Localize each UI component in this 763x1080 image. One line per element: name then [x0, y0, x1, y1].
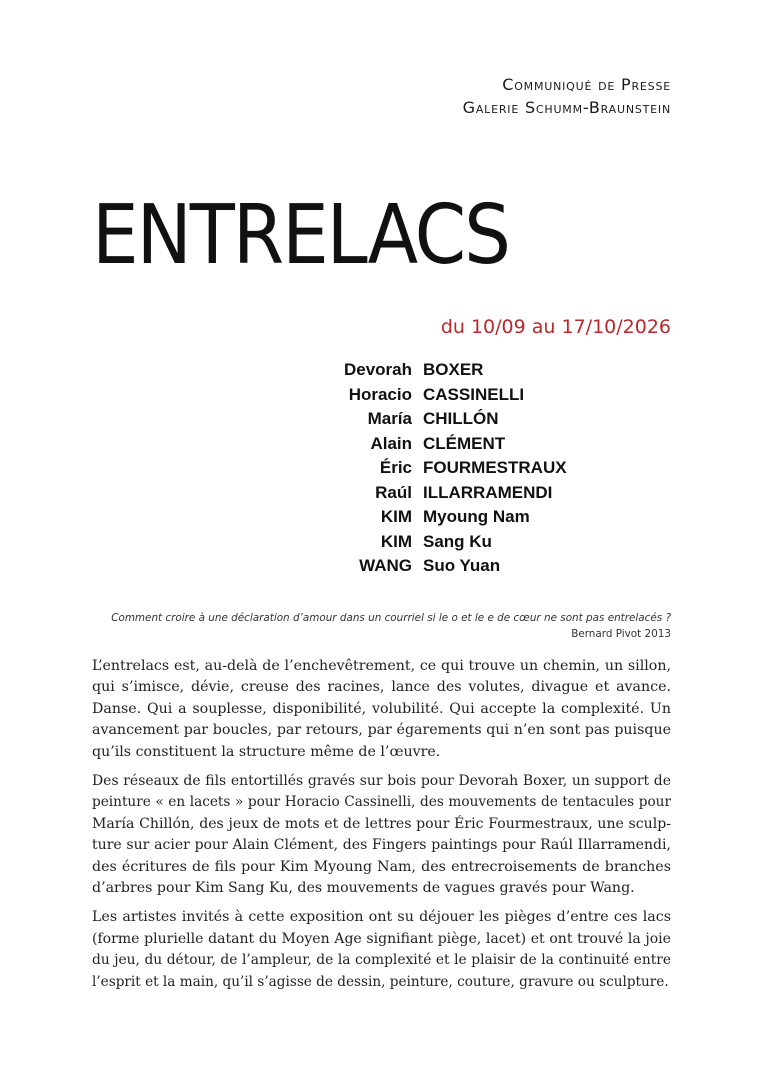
text-line: ture sur acier pour Alain Clément, des Fingers paintings pour Raúl Illarramendi,: [92, 837, 671, 854]
artist-last-name: Sang Ku: [423, 531, 492, 551]
text-line: peinture « en lacets » pour Horacio Cassinelli, des mouvements de tentacules pour: [92, 794, 671, 811]
text-line: L’entrelacs est, au-delà de l’enchevêtrement, ce qui trouve un chemin, un sillon,: [92, 658, 671, 674]
artist-last-name: FOURMESTRAUX: [423, 458, 567, 477]
artist-first-name: Raúl: [375, 482, 412, 502]
artist-row: [300, 432, 620, 457]
artist-last-name: CASSINELLI: [423, 384, 525, 404]
press-release-header: [463, 73, 671, 119]
artist-first-name: Devorah: [343, 360, 412, 379]
artist-first-name: KIM: [380, 531, 412, 551]
artist-last-name: CLÉMENT: [423, 433, 506, 453]
artist-last-name: Suo Yuan: [423, 556, 501, 575]
artist-first-name: Horacio: [348, 384, 412, 404]
text-line: María Chillón, des jeux de mots et de lettres pour Éric Fourmestraux, une sculp-: [92, 815, 671, 832]
artist-first-name: WANG: [359, 556, 412, 575]
artist-last-name: Myoung Nam: [423, 507, 530, 526]
text-line: Les artistes invités à cette exposition ont su déjouer les pièges d’entre ces lacs: [92, 909, 671, 926]
text-line: d’arbres pour Kim Sang Ku, des mouvements de vagues gravés pour Wang.: [92, 880, 635, 897]
artist-list: [300, 358, 620, 579]
artist-row: [300, 358, 620, 383]
artist-first-name: Éric: [379, 458, 412, 477]
artist-row: [300, 456, 620, 481]
text-line: avancement par boucles, par retours, par égarements qui n’en sont pas puisque: [92, 722, 671, 739]
text-line: qui s’imisce, dévie, creuse des racines, lance des volutes, divague et avance.: [92, 679, 671, 696]
text-line: qu’ils constituent la structure même de l’œuvre.: [92, 743, 441, 760]
artist-first-name: Alain: [370, 433, 412, 453]
text-line: l’esprit et la main, qu’il s’agisse de dessin, peinture, couture, gravure ou sculpture.: [92, 973, 669, 990]
artist-row: [300, 554, 620, 579]
artist-first-name: María: [367, 409, 412, 428]
text-line: Danse. Qui a souplesse, disponibilité, volubilité. Qui accepte la complexité. Un: [92, 700, 671, 717]
epigraph-text: Comment croire à une déclaration d’amour dans un courriel si le o et le e de cœur ne sont pas entrelacés ?: [111, 612, 671, 624]
artist-row: [300, 407, 620, 432]
artist-first-name: KIM: [380, 507, 412, 526]
epigraph-author: Bernard Pivot 2013: [571, 628, 671, 640]
text-line: des écritures de fils pour Kim Myoung Nam, des entrecroisements de branches: [92, 858, 671, 875]
artist-row: [300, 505, 620, 530]
text-line: Des réseaux de fils entortillés gravés sur bois pour Devorah Boxer, un support de: [92, 773, 671, 790]
artist-last-name: CHILLÓN: [423, 409, 499, 428]
text-line: (forme plurielle datant du Moyen Age signifiant piège, lacet) et ont trouvé la joie: [92, 930, 671, 947]
paragraph: [92, 771, 671, 899]
exhibition-dates: du 10/09 au 17/10/2026: [440, 316, 671, 338]
epigraph: [92, 610, 671, 642]
artist-row: [300, 481, 620, 506]
header-line-press-release: Communiqué de Presse: [502, 75, 671, 94]
header-line-gallery: Galerie Schumm-Braunstein: [462, 98, 671, 117]
artist-last-name: ILLARRAMENDI: [423, 482, 553, 502]
text-line: du jeu, du détour, de l’ampleur, de la complexité et le plaisir de la continuité entre: [92, 952, 671, 969]
exhibition-title: ENTRELACS: [92, 188, 510, 283]
paragraph: [92, 907, 671, 993]
press-release-body: [92, 656, 671, 1001]
paragraph: [92, 656, 671, 763]
artist-row: [300, 383, 620, 408]
artist-last-name: BOXER: [423, 360, 484, 379]
artist-row: [300, 530, 620, 555]
